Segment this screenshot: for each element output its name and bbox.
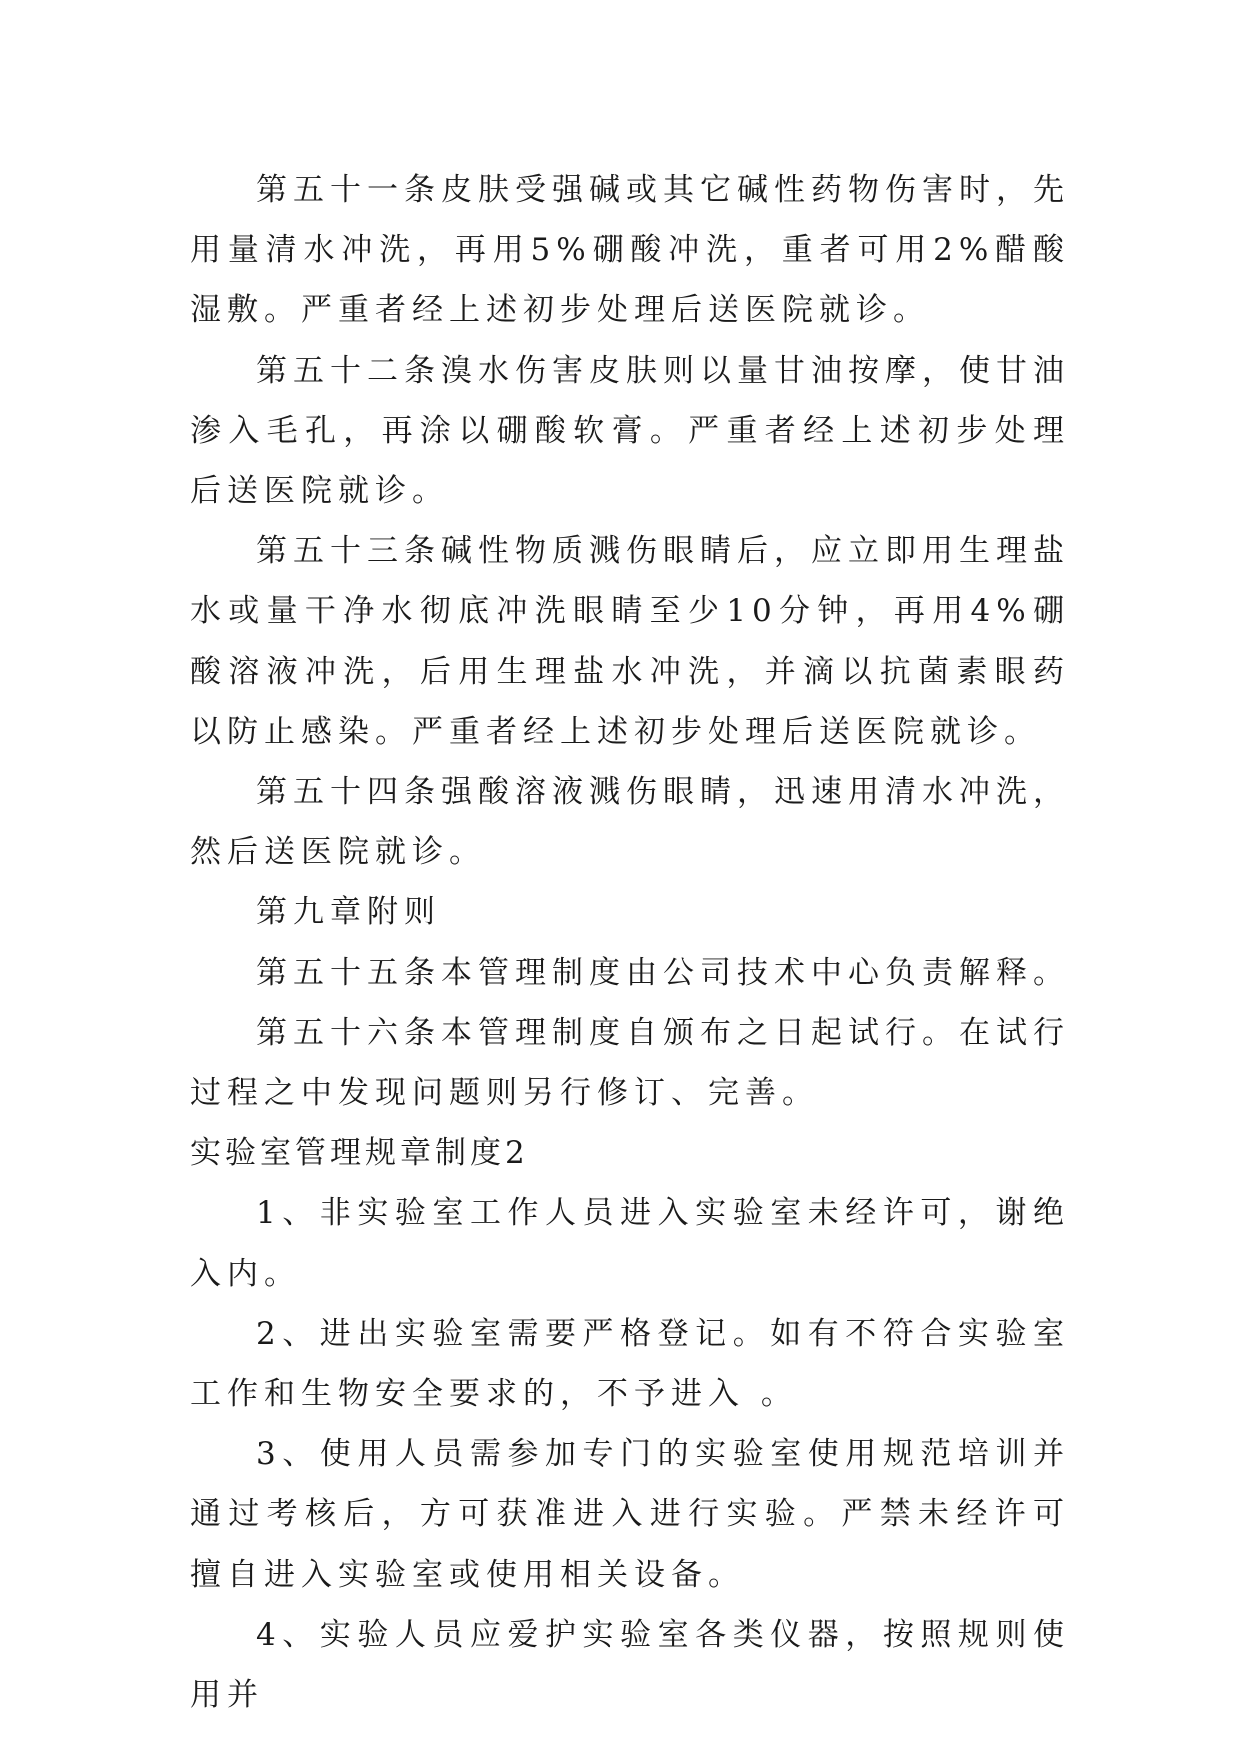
paragraph-article-56: 第五十六条本管理制度自颁布之日起试行。在试行过程之中发现问题则另行修订、完善。 <box>190 1014 1070 1112</box>
rule-item-1: 1、非实验室工作人员进入实验室未经许可，谢绝入内。 <box>190 1195 1070 1292</box>
paragraph-article-51: 第五十一条皮肤受强碱或其它碱性药物伤害时，先用量清水冲洗，再用5%硼酸冲洗，重者可用2%醋酸湿敷。严重者经上述初步处理后送医院就诊。 <box>190 172 1070 329</box>
rule-item-4: 4、实验人员应爱护实验室各类仪器，按照规则使用并 <box>190 1616 1070 1714</box>
chapter-heading: 第九章附则 <box>256 894 441 931</box>
paragraph-article-52: 第五十二条溴水伤害皮肤则以量甘油按摩，使甘油渗入毛孔，再涂以硼酸软膏。严重者经上述初步处理后送医院就诊。 <box>190 352 1070 510</box>
paragraph-article-53: 第五十三条碱性物质溅伤眼睛后，应立即用生理盐水或量干净水彻底冲洗眼睛至少10分钟，再用4%硼酸溶液冲洗，后用生理盐水冲洗，并滴以抗菌素眼药以防止感染。严重者经上述初步处理后送医院就诊。 <box>190 533 1070 750</box>
paragraph-article-54: 第五十四条强酸溶液溅伤眼睛，迅速用清水冲洗，然后送医院就诊。 <box>190 774 1070 871</box>
section-title: 实验室管理规章制度2 <box>190 1135 529 1172</box>
rule-item-2: 2、进出实验室需要严格登记。如有不符合实验室工作和生物安全要求的，不予进入 。 <box>190 1315 1070 1413</box>
paragraph-article-55: 第五十五条本管理制度由公司技术中心负责解释。 <box>256 954 1070 991</box>
rule-item-3: 3、使用人员需参加专门的实验室使用规范培训并通过考核后，方可获准进入进行实验。严禁未经许可擅自进入实验室或使用相关设备。 <box>190 1436 1070 1593</box>
document-body <box>190 160 1070 1725</box>
